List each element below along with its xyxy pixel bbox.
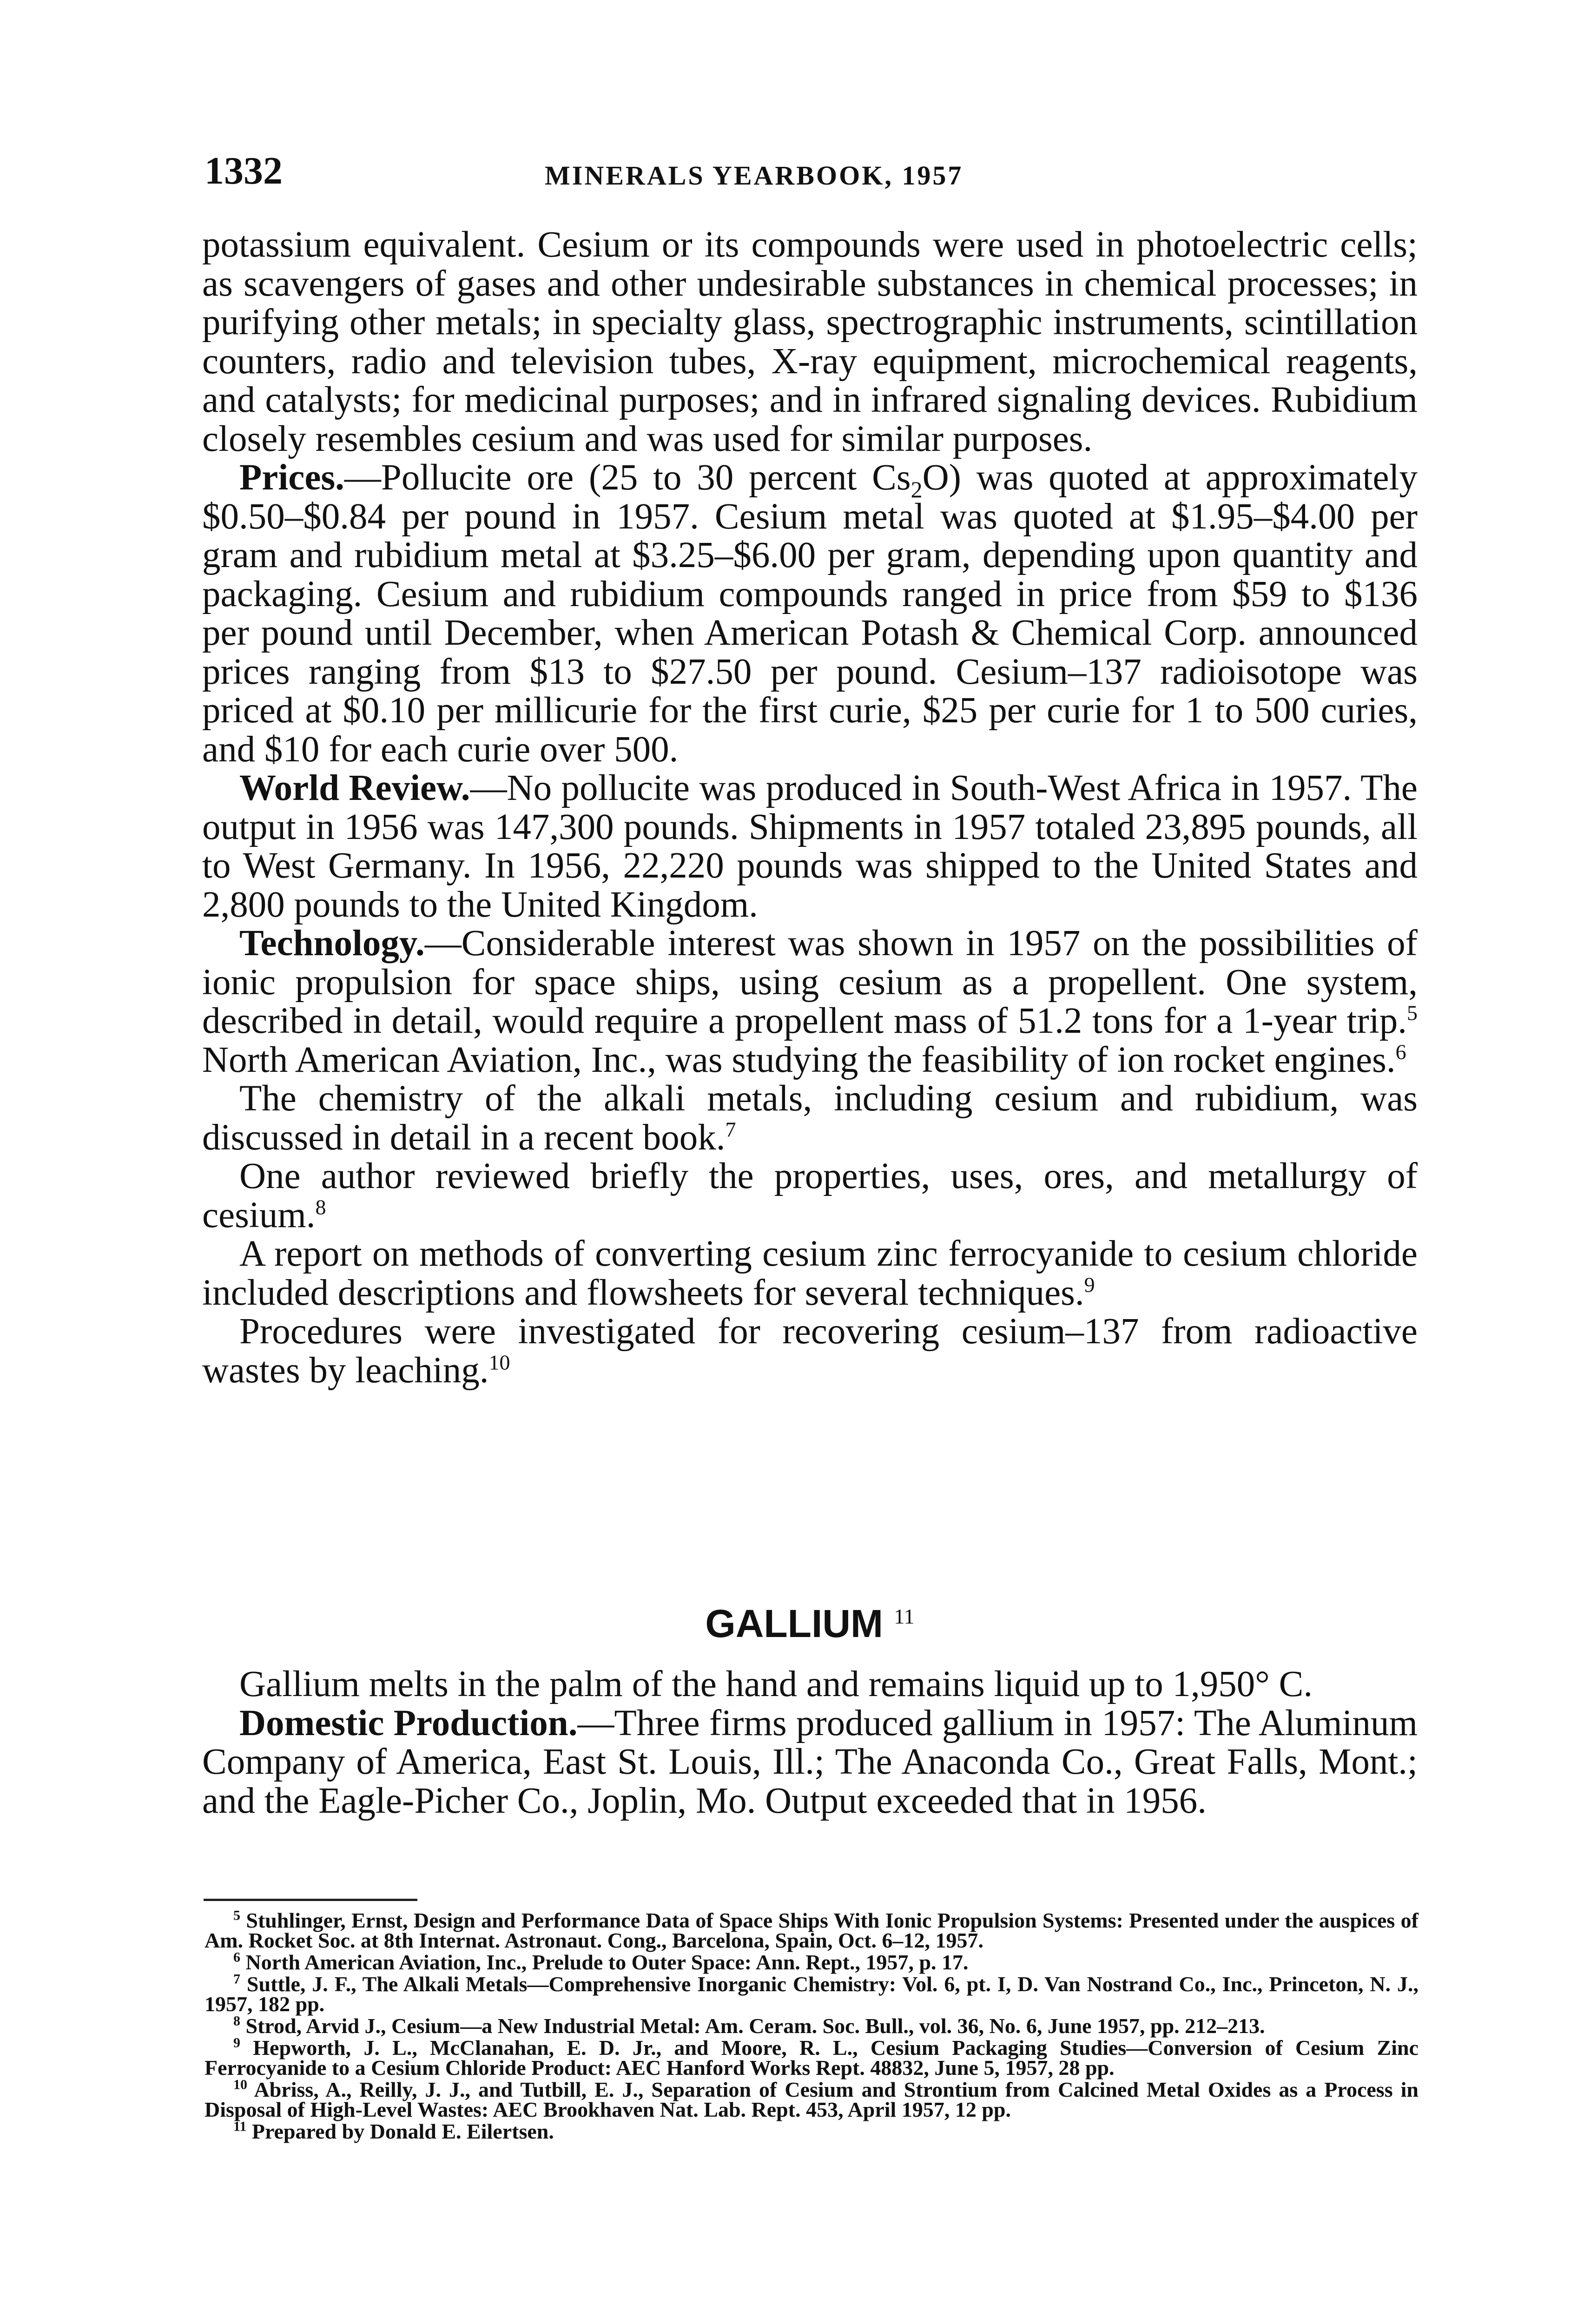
technology-heading: Technology. (239, 923, 425, 964)
prices-text-b: O) was quoted at approximately $0.50–$0.84 per pound in 1957. Cesium metal was quoted at $1.95–$4.00 per gram and rubidium metal at $3.25–$6.00 per gram, depending upon quantity and packaging. Cesium and rubidium compounds ranged in price from $59 to $136 per pound until December, when American Potash & Chemical Corp. announced prices ranging from $13 to $27.50 per pound. Cesium–137 radioisotope was priced at $0.10 per millicurie for the first curie, $25 per curie for 1 to 500 curies, and $10 for each curie over 500. (202, 457, 1418, 770)
footnote-text: Stuhlinger, Ernst, Design and Performance Data of Space Ships With Ionic Propulsion Systems: Presented under the auspices of Am. Rocket Soc. at 8th Internat. Astronaut. Cong., Barcelona, Spain, Oct. 6–12, 1957. (205, 1908, 1418, 1952)
footnote-text: North American Aviation, Inc., Prelude to Outer Space: Ann. Rept., 1957, p. 17. (245, 1950, 969, 1974)
footnote-text: Hepworth, J. L., McClanahan, E. D. Jr., and Moore, R. L., Cesium Packaging Studies—Conversion of Cesium Zinc Ferrocyanide to a Cesium Chloride Product: AEC Hanford Works Rept. 48832, June 5, 1957, 28 pp. (205, 2036, 1419, 2080)
page-number: 1332 (205, 149, 283, 192)
footnote-number: 11 (233, 2119, 247, 2134)
footnote-text: Prepared by Donald E. Eilertsen. (251, 2119, 554, 2143)
gallium-heading (202, 1598, 1418, 1649)
paragraph-text: One author reviewed briefly the properties, uses, ores, and metallurgy of cesium. (202, 1156, 1418, 1235)
footnote-7 (205, 1971, 1419, 2016)
world-review-heading: World Review. (239, 768, 470, 808)
footnote-text: Suttle, J. F., The Alkali Metals—Comprehensive Inorganic Chemistry: Vol. 6, pt. I, D. Van Nostrand Co., Inc., Princeton, N. J., 1957, 182 pp. (205, 1972, 1419, 2016)
footnote-ref-10[interactable]: 10 (488, 1350, 510, 1374)
footnotes (205, 1910, 1418, 2143)
paragraph-text: Procedures were investigated for recovering cesium–137 from radioactive wastes by leaching. (202, 1311, 1418, 1391)
ferrocyanide-paragraph (202, 1235, 1418, 1312)
prices-subscript: 2 (910, 476, 923, 502)
footnote-9 (205, 2035, 1419, 2080)
domestic-production-text: —Three firms produced gallium in 1957: The Aluminum Company of America, East St. Louis, Ill.; The Anaconda Co., Great Falls, Mont.; and the Eagle-Picher Co., Joplin, Mo. Output exceeded that in 1956. (202, 1703, 1418, 1821)
footnote-number: 7 (233, 1971, 240, 1987)
cesium-uses-paragraph: potassium equivalent. Cesium or its compounds were used in photoelectric cells; as scavengers of gases and other undesirable substances in chemical processes; in purifying other metals; in specialty glass, spectrographic instruments, scintillation counters, radio and television tubes, X-ray equipment, microchemical reagents, and catalysts; for medicinal purposes; and in infrared signaling devices. Rubidium closely resembles cesium and was used for similar purposes. (202, 224, 1418, 459)
footnote-11 (205, 2121, 1418, 2141)
prices-text-a: —Pollucite ore (25 to 30 percent Cs (344, 457, 911, 498)
footnote-number: 10 (233, 2077, 247, 2093)
footnote-ref-9[interactable]: 9 (1084, 1273, 1095, 1297)
gallium-section (202, 1665, 1418, 1820)
world-review-paragraph (202, 769, 1418, 924)
technology-text-b: North American Aviation, Inc., was studying the feasibility of ion rocket engines. (202, 1039, 1396, 1080)
footnote-ref-5[interactable]: 5 (1407, 1001, 1418, 1025)
footnote-ref-8[interactable]: 8 (315, 1195, 326, 1219)
section-title: GALLIUM (705, 1602, 883, 1645)
alkali-metals-paragraph (202, 1079, 1418, 1157)
footnote-6 (205, 1949, 1418, 1974)
footnote-8 (205, 2013, 1418, 2038)
footnote-10 (205, 2077, 1418, 2121)
footnote-number: 8 (233, 2013, 240, 2029)
radioactive-wastes-paragraph (202, 1312, 1418, 1390)
metallurgy-paragraph (202, 1157, 1418, 1235)
footnote-number: 6 (233, 1949, 240, 1965)
footnote-text: Abriss, A., Reilly, J. J., and Tutbill, E. J., Separation of Cesium and Strontium from Calcined Metal Oxides as a Process in Disposal of High-Level Wastes: AEC Brookhaven Nat. Lab. Rept. 453, April 1957, 12 pp. (205, 2078, 1418, 2121)
domestic-production-paragraph (202, 1704, 1418, 1821)
technology-text-a: —Considerable interest was shown in 1957 on the possibilities of ionic propulsion for space ships, using cesium as a propellent. One system, described in detail, would require a propellent mass of 51.2 tons for a 1-year trip. (202, 923, 1418, 1041)
footnote-number: 9 (233, 2035, 240, 2051)
footnote-number: 5 (233, 1908, 240, 1923)
world-review-text: —No pollucite was produced in South-West Africa in 1957. The output in 1956 was 147,300 pounds. Shipments in 1957 totaled 23,895 pounds, all to West Germany. In 1956, 22,220 pounds was shipped to the United States and 2,800 pounds to the United Kingdom. (202, 768, 1418, 925)
prices-heading: Prices. (239, 457, 344, 498)
running-title: MINERALS YEARBOOK, 1957 (545, 160, 963, 191)
footnote-divider (204, 1899, 417, 1901)
technology-paragraph (202, 924, 1418, 1079)
cesium-section (202, 225, 1418, 1390)
gallium-intro-paragraph: Gallium melts in the palm of the hand and remains liquid up to 1,950° C. (239, 1664, 1313, 1704)
footnote-text: Strod, Arvid J., Cesium—a New Industrial Metal: Am. Ceram. Soc. Bull., vol. 36, No. 6, June 1957, pp. 212–213. (245, 2014, 1265, 2038)
prices-paragraph (202, 458, 1418, 769)
footnote-ref-7[interactable]: 7 (725, 1117, 736, 1142)
page-header (205, 148, 1427, 199)
footnote-ref-11[interactable]: 11 (894, 1604, 915, 1628)
paragraph-text: The chemistry of the alkali metals, including cesium and rubidium, was discussed in detail in a recent book. (202, 1078, 1418, 1158)
footnote-5 (205, 1910, 1418, 1950)
paragraph-text: A report on methods of converting cesium zinc ferrocyanide to cesium chloride included descriptions and flowsheets for several techniques. (202, 1234, 1418, 1313)
footnote-ref-6[interactable]: 6 (1395, 1040, 1406, 1064)
domestic-production-heading: Domestic Production. (239, 1703, 578, 1743)
